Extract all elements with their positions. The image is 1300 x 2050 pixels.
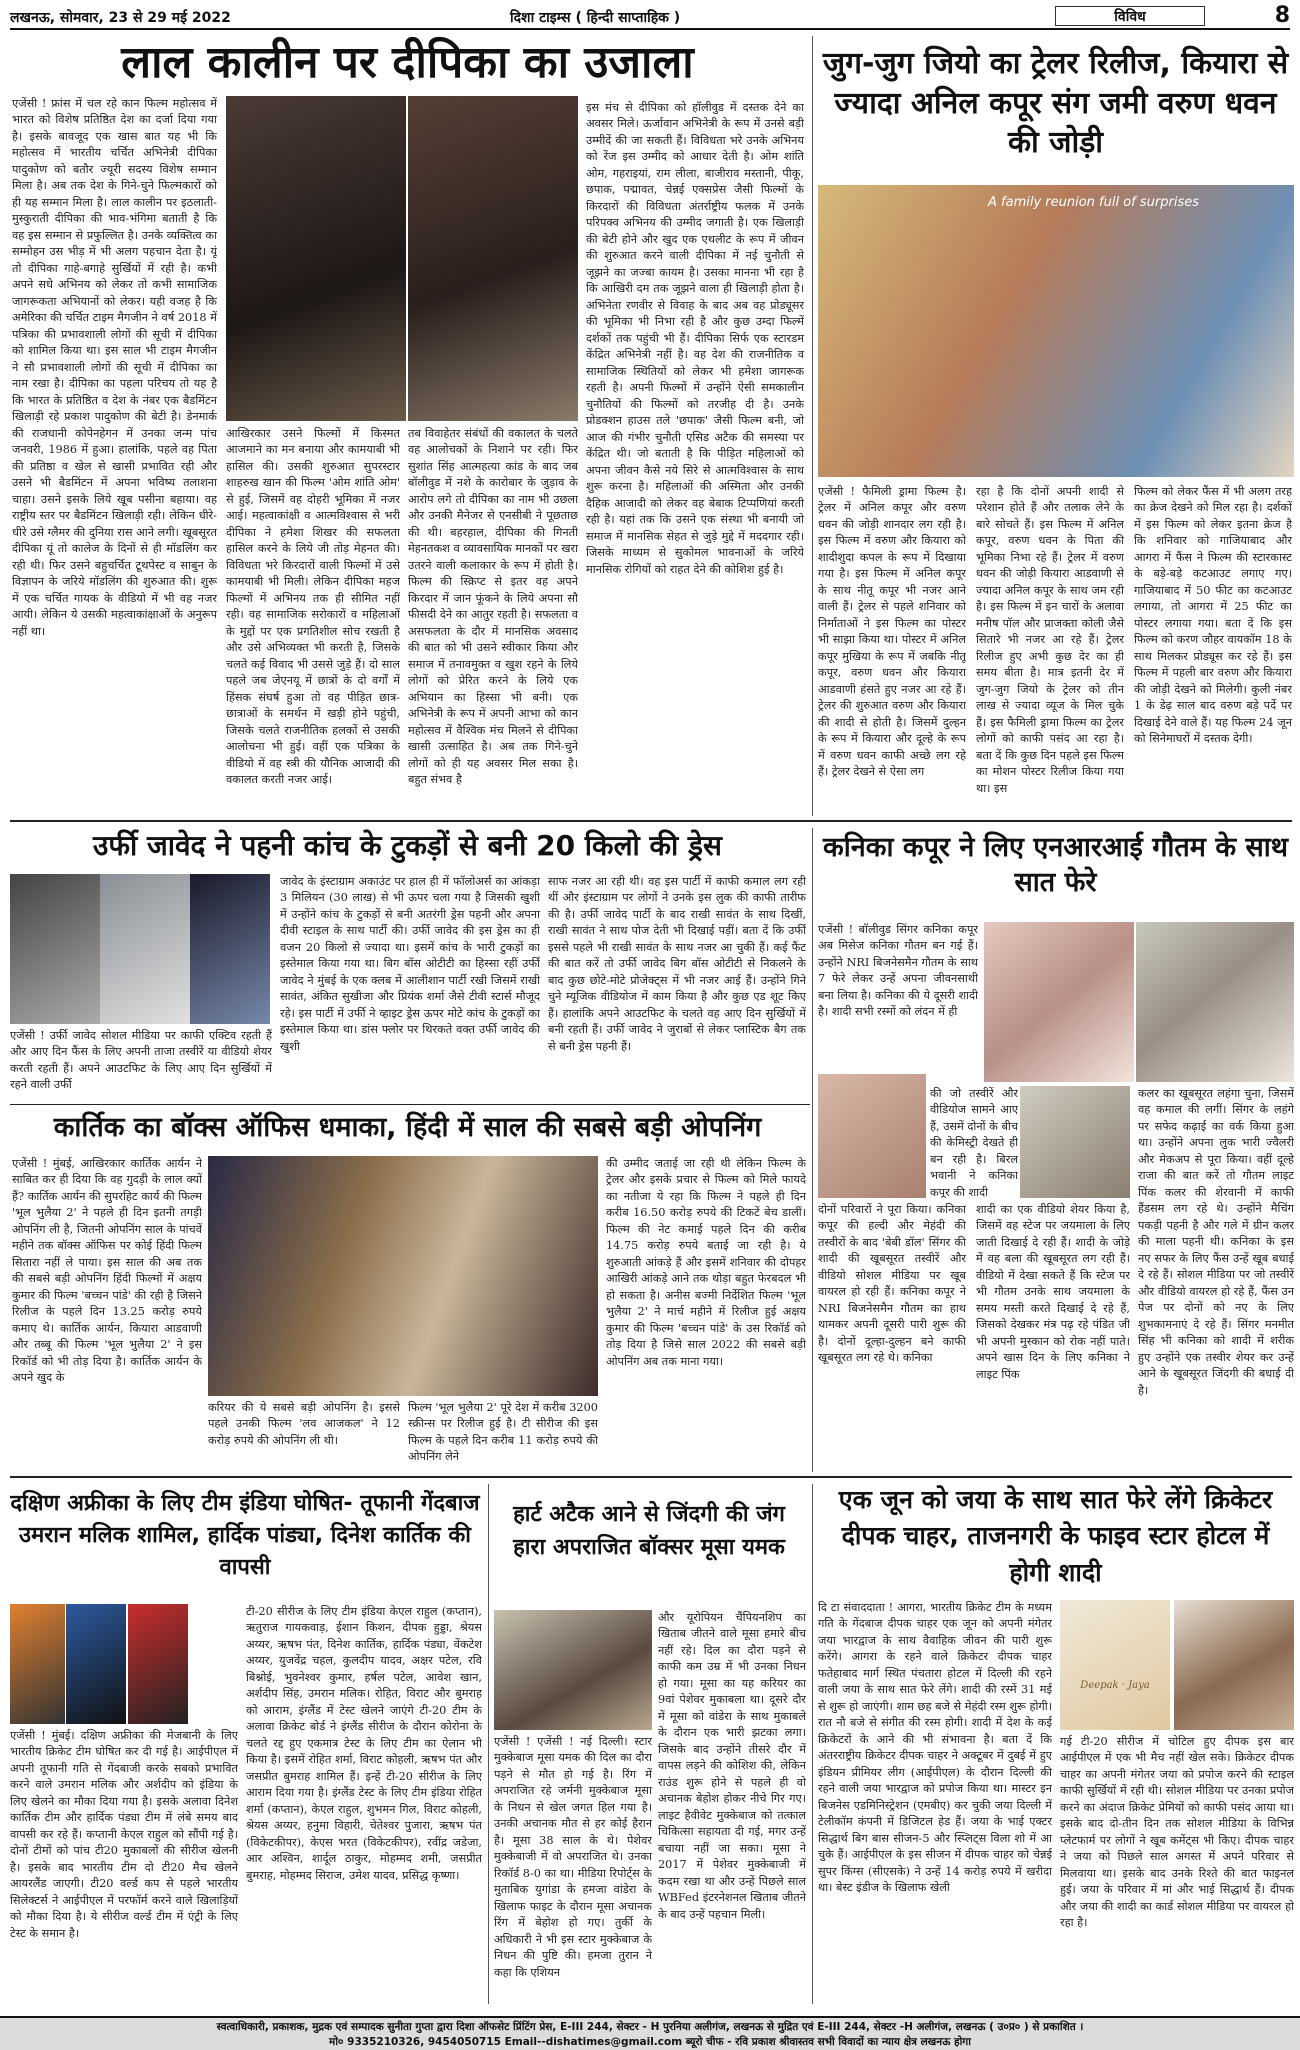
deepika-text-col1: एजेंसी ! फ्रांस में चल रहे कान फिल्म महोत्सव में भारत को विशेष प्रतिष्ठित देश का दर्जा दिया गया है। इसके बावजूद एक खास बात यह भी कि महोत्सव में भारतीय चर्चित अभिनेत्री दीपिका पादुकोण को बतौर ज्यूरी सदस्य विशेष सम्मान मिला है। अब तक देश के गिने-चुने फिल्मकारों को ही यह सम्मान मिला है। लाल कालीन पर इठलाती-मुस्कुराती दीपिका की भाव-भंगिमा बताती है कि वह इस सम्मान से प्रफुल्लित है। उनके व्यक्तित्व का सम्मोहन उस भीड़ में भी अलग पहचान देता है। यूं तो दीपिका गाहे-बगाहे सुर्खियों में रही है। कभी अपने सधे अभिनय को लेकर तो कभी सामाजिक जागरूकता अभियानों को लेकर। यही वजह है कि अमेरिका की चर्चित टाइम मैगजीन ने वर्ष 2018 में पत्रिका की प्रभावशाली लोगों की सूची में दीपिका को शामिल किया था। इस साल भी टाइम मैगजीन ने सौ प्रभावशाली लोगों की सूची में दीपिका का नाम रखा है। दीपिका का पहला परिचय तो यह है कि भारत के प्रतिष्ठित व देश के नंबर एक बैडमिंटन खिलाड़ी रहे प्रकाश पादुकोण की बेटी है। डेनमार्क की राजधानी कोपेनहेगन में उनका जन्म पांच जनवरी, 1986 में हुआ। हालांकि, पहले वह पिता की प्रतिष्ठा व खेल से खासी प्रभावित रही और उसने भी बैडमिंटन में अपना भविष्य तलाशना चाहा। उसने इसके लिये खूब पसीना बहाया। वह राष्ट्रीय स्तर पर बैडमिंटन खिलाड़ी रही। लेकिन धीरे-धीरे उसे ग्लैमर की दुनिया रास आने लगी। खूबसूरत दीपिका यूं तो कालेज के दिनों से ही मॉडलिंग कर रही थी। फिर उसने बहुचर्चित टूथपेस्ट व साबुन के विज्ञापन के जरिये मॉडलिंग की शुरुआत की। शुरू में एक चर्चित गायक के वीडियो में भी वह नजर आयी। लेकिन ये उसकी महत्वाकांक्षाओं के अनुरूप नहीं था। xyxy=(12,97,217,638)
header-paper-name: दिशा टाइम्स ( हिन्दी साप्ताहिक ) xyxy=(510,10,681,26)
column-rule xyxy=(812,1484,813,2004)
page-footer xyxy=(0,2016,1300,2050)
urfi-photo-2 xyxy=(100,874,190,1024)
page-number: 8 xyxy=(1274,3,1290,28)
kartik-headline: कार्तिक का बॉक्स ऑफिस धमाका, हिंदी में साल की सबसे बड़ी ओपनिंग xyxy=(53,1112,762,1143)
kanika-photo-4 xyxy=(1020,1086,1130,1198)
deepak-text-col1: दि टा संवाददाता ! आगरा, भारतीय क्रिकेट टीम के मध्यम गति के गेंदबाज दीपक चाहर एक जून को अपनी मंगेतर जया भारद्वाज के साथ वैवाहिक जीवन की पारी शुरू करेंगे। आगरा के रहने वाले क्रिकेटर दीपक चाहर फतेहाबाद मार्ग स्थित पंचतारा होटल में दिल्ली की रहने वाली जया के साथ सात फेरे लेंगे। शादी की रस्में 31 मई से शुरू हो जाएंगी। शाम छह बजे से मेहंदी रस्म शुरू होगी। रात नौ बजे से संगीत की रस्म होगी। शादी में देश के कई क्रिकेटरों के आने की भी संभावना है। बता दें कि अंतरराष्ट्रीय क्रिकेटर दीपक चाहर ने अक्टूबर में दुबई में हुए इंडियन प्रीमियर लीग (आईपीएल) के दौरान दिल्ली की रहने वाली जया भारद्वाज को प्रपोज किया था। मास्टर इन बिजनेस एडमिनिस्ट्रेशन (एमबीए) कर चुकी जया दिल्ली में टेलीकॉम कंपनी में डिजिटल हेड हैं। जया के भाई एक्टर सिद्धार्थ बिग बास सीजन-5 और स्प्लिट्स विला शो में आ चुके हैं। आईपीएल के इस सीजन में दीपक चाहर को चेन्नई सुपर किंग्स (सीएसके) ने उन्हें 14 करोड़ रुपये में खरीदा था। बेस्ट इंडीज के खिलाफ खेली xyxy=(818,1601,1052,1895)
boxer-photo xyxy=(494,1610,652,1730)
urfi-text-col3: साफ नजर आ रही थी। वह इस पार्टी में काफी कमाल लग रही थीं और इंस्टाग्राम पर लोगों ने उनके इस लुक की काफी तारीफ की है। उर्फी जावेद पार्टी के बाद राखी सावंत के साथ दिखीं, राखी सावंत ने साथ पोज देती भी दिखाई पड़ीं। बता दें कि उर्फी इससे पहले भी राखी सावंत के साथ नजर आ चुकी हैं। कई फैंट की बात करें तो उर्फी जावेद बिग बॉस ओटीटी से निकलने के बाद कुछ छोटे-मोटे प्रोजेक्ट्स में भी नजर आई हैं। उन्होंने गिने चुने म्यूजिक वीडियोज में काम किया है और कुछ एड शूट किए हैं। हालांकि अपने आउटफिट के चलते वह आए दिन सुर्खियों में बनी रहती हैं। उर्फी जावेद ने जुराबों से लेकर प्लास्टिक बैग तक से बनी ड्रेस पहनी हैं। xyxy=(548,875,806,1053)
team-photo-2 xyxy=(66,1604,126,1724)
column-rule xyxy=(488,1484,489,2004)
jugjugg-text-col1: एजेंसी ! फैमिली ड्रामा फिल्म है। ट्रेलर में अनिल कपूर और वरुण धवन की जोड़ी शानदार लग रही है। इस फिल्म में वरुण और कियारा को शादीशुदा कपल के रूप में दिखाया गया है। इस फिल्म में अनिल कपूर के साथ नीतू कपूर भी नजर आने वाली हैं। ट्रेलर से पहले शनिवार को निर्माताओं ने इस फिल्म का पोस्टर भी साझा किया था। पोस्टर में अनिल कपूर मुखिया के रूप में जबकि नीतू कपूर, वरुण धवन और कियारा आडवाणी हंसते हुए नजर आ रहे हैं। ट्रेलर की शुरुआत वरुण और कियारा की शादी से होती है। जिसमें दुल्हन के रूप में कियारा और दूल्हे के रूप में वरुण धवन काफी अच्छे लग रहे हैं। ट्रेलर देखने से ऐसा लग xyxy=(818,485,966,779)
kanika-photo-3 xyxy=(818,1074,926,1198)
team-headline: दक्षिण अफ्रीका के लिए टीम इंडिया घोषित- तूफानी गेंदबाज उमरान मलिक शामिल, हार्दिक पांड्या, दिनेश कार्तिक की वापसी xyxy=(10,1491,480,1580)
jugjugg-text-col3: फिल्म को लेकर फैंस में भी अलग तरह का क्रेज देखने को मिल रहा है। दर्शकों में इस फिल्म को लेकर इतना क्रेज है कि शनिवार को गाजियाबाद और आगरा में फैंस ने फिल्म की स्टारकास्ट के बड़े-बड़े कटआउट लगाए गए। गाजियाबाद में 50 फीट का कटआउट लगाया, तो आगरा में 25 फीट का पोस्टर लगाया गया। बता दें कि इस फिल्म को करण जौहर वायकॉम 18 के साथ मिलकर प्रोड्यूस कर रहे हैं। इस फिल्म में पहली बार वरुण और कियारा की जोड़ी देखने को मिलेगी। कुली नंबर 1 के डेढ़ साल बाद वरुण बड़े पर्दे पर दिखाई देने वाले हैं। यह फिल्म 24 जून को सिनेमाघरों में दस्तक देगी। xyxy=(1134,485,1292,746)
deepika-text-col2: आखिरकार उसने फिल्मों में किस्मत आजमाने का मन बनाया और कामयाबी भी हासिल की। उसकी शुरुआत सुपरस्टार शाहरुख खान की फिल्म 'ओम शांति ओम' से हुई, जिसमें वह दोहरी भूमिका में नजर आई। महत्वाकांक्षी व आत्मविश्वास से भरी दीपिका ने हमेशा शिखर की सफलता हासिल करने के लिये जी तोड़ मेहनत की। विविधता भरे किरदारों वाली फिल्मों में उसे कामयाबी भी मिली। लेकिन दीपिका महज फिल्मों में अभिनय तक ही सीमित नहीं रही। वह सामाजिक सरोकारों व महिलाओं के मुद्दों पर एक प्रगतिशील सोच रखती है और उसे अभिव्यक्त भी करती है, जिसके चलते कई विवाद भी उससे जुड़े हैं। दो साल पहले जब जेएनयू में छात्रों के दो वर्गों में हिंसक संघर्ष हुआ तो वह पीड़ित छात्र-छात्राओं के समर्थन में खड़ी होने पहुंची, जिसके चलते राजनीतिक हलकों से उसकी आलोचना भी हुई। वहीं एक पत्रिका के वीडियो में वह स्त्री की यौनिक आजादी की वकालत करती नजर आई। xyxy=(226,427,400,787)
kanika-text-col3: दोनों परिवारों ने पूरा किया। कनिका कपूर की हल्दी और मेहंदी की तस्वीरों के बाद 'बेबी डॉल' सिंगर की शादी की खूबसूरत तस्वीरें और वीडियो सोशल मीडिया पर खूब वायरल हो रही हैं। कनिका कपूर ने NRI बिजनेसमैन गौतम का हाथ थामकर अपनी दूसरी पारी शुरू की है। दोनों दूल्हा-दुल्हन बने काफी खूबसूरत लग रहे थे। कनिका xyxy=(818,1203,966,1365)
jugjugg-text-col2: रहा है कि दोनों अपनी शादी से परेशान होते हैं और तलाक लेने के बारे सोचते हैं। इस फिल्म में अनिल कपूर, वरुण धवन के पिता की भूमिका निभा रहे हैं। ट्रेलर में वरुण धवन की जोड़ी कियारा आडवाणी से ज्यादा अनिल कपूर के साथ जम रही है। इस फिल्म में इन चारों के अलावा मनीष पॉल और प्राजक्ता कोली जैसे सितारे भी नजर आ रहे हैं। ट्रेलर रिलीज हुए अभी कुछ देर का ही समय बीता है। मात्र इतनी देर में जुग-जुग जियो के ट्रेलर को तीन लाख से ज्यादा व्यूज के मिल चुके हैं। इस फैमिली ड्रामा फिल्म का ट्रेलर लोगों को काफी पसंद आ रहा है। बता दें कि कुछ दिन पहले इस फिल्म का मोशन पोस्टर रिलीज किया गया था। इस xyxy=(976,485,1124,795)
deepika-text-col3: तब विवाहेतर संबंधों की वकालत के चलते वह आलोचकों के निशाने पर रही। फिर सुशांत सिंह आत्महत्या कांड के बाद जब बॉलीवुड में नशे के कारोबार के जुड़ाव के आरोप लगे तो दीपिका का नाम भी उछला और उनकी मैनेजर से एनसीबी ने पूछताछ की थी। बहरहाल, दीपिका की गिनती मेहनतकश व व्यावसायिक मानकों पर खरा उतरने वाली कलाकार के रूप में होती है। फिल्म की स्क्रिप्ट से इतर वह अपने किरदार में जान फूंकने के लिये अपना सौ फीसदी देने का आतुर रहती है। सफलता व असफलता के दौर में मानसिक अवसाद की बात को भी उसने स्वीकार किया और समाज में तनावमुक्त व खुश रहने के लिये लोगों को प्रेरित करने के लिये एक अभियान का हिस्सा भी बनी। एक अभिनेत्री के रूप में अपनी आभा को कान महोत्सव में वैश्विक मंच मिलने से दीपिका खासी उत्साहित है। अब तक गिने-चुने लोगों को ही यह अवसर मिल सका है। बहुत संभव है xyxy=(408,427,578,787)
boxer-text-col1: एजेंसी ! एजेंसी ! नई दिल्ली। स्टार मुक्केबाज मूसा यमक की दिल का दौरा पड़ने से मौत हो गई है। रिंग में अपराजित रहे जर्मनी मुक्केबाज मूसा के निधन से खेल जगत हिल गया है। उनकी अचानक मौत से हर कोई हैरान है। मूसा 38 साल के थे। पेशेवर मुक्केबाजी में वो अपराजित थे। उनका रिकॉर्ड 8-0 का था। मीडिया रिपोर्ट्स के मुताबिक युगांडा के हमजा वांडेरा के खिलाफ फाइट के दौरान मूसा अचानक रिंग में बेहोश हो गए। तुर्की के अधिकारी ने भी इस स्टार मुक्केबाज के निधन की पुष्टि की। हमजा तुरान ने कहा कि एशियन xyxy=(494,1735,652,1979)
team-photo-3 xyxy=(128,1604,188,1724)
deepika-text-col4: इस मंच से दीपिका को हॉलीवुड में दस्तक देने का अवसर मिले। ऊर्जावान अभिनेत्री के रूप में उनसे बड़ी उम्मीदें की जा सकती हैं। विविधता भरे उनके अभिनय को रेंज इस उम्मीद को आधार देती है। ओम शांति ओम, गहराइयां, राम लीला, बाजीराव मस्तानी, पीकू, छपाक, पद्मावत, चेन्नई एक्सप्रेस जैसी फिल्मों के किरदारों की विविधता अंतर्राष्ट्रीय फलक में उनके परिपक्व अभिनय की उम्मीद जगाती है। एक खिलाड़ी की बेटी होने और खुद एक एथलीट के रूप में जीवन की शुरुआत करने वाली दीपिका में नई चुनौती से जूझने का जज्बा कायम है। उसका मानना भी रहा है कि आखिरी दम तक जूझने वाला ही खिलाड़ी होता है। अभिनेता रणवीर से विवाह के बाद अब वह प्रोड्यूसर की भूमिका भी निभा रही है और कुछ उम्दा फिल्में दर्शकों तक पहुंची भी हैं। दीपिका सिर्फ एक स्टारडम केंद्रित अभिनेत्री नहीं है। वह देश की राजनीतिक व सामाजिक स्थितियों को लेकर भी हमेशा जागरूक रहती है। अपनी फिल्मों में उन्होंने ऐसी समकालीन चुनौतियों की फिल्मों को तरजीह दी है। उनके प्रोडक्शन हाउस तले 'छपाक' जैसी फिल्म बनी, जो आज की गंभीर चुनौती एसिड अटैक की समस्या पर केंद्रित थी। जो बताती है कि पीड़ित महिलाओं को अपना जीवन कैसे नये सिरे से आत्मविश्वास के साथ शुरू करना है। महिलाओं की अस्मिता और उनकी दैहिक आजादी को लेकर वह बेबाक टिप्पणियां करती रही है। यहां तक कि उसने एक संस्था भी बनायी जो समाज में मानसिक सेहत से जुड़े मुद्दे में मददगार रही। जिसके माध्यम से सुकोमल भावनाओं के जरिये मानसिक रोगियों को राहत देने की कोशिश हुई है। xyxy=(586,101,804,576)
kartik-text-col1: एजेंसी ! मुंबई, आखिरकार कार्तिक आर्यन ने साबित कर ही दिया कि वह गुदड़ी के लाल क्यों हैं? कार्तिक आर्यन की सुपरहिट कार्य की फिल्म 'भूल भुलैया 2' ने पहले ही दिन इतनी तगड़ी ओपनिंग ली है, जितनी ओपनिंग साल के पांचवें महीने तक बॉक्स ऑफिस पर कोई हिंदी फिल्म सितारा नहीं ले पाया। इस साल की अब तक की सबसे बड़ी ओपनिंग हिंदी फिल्मों में अक्षय कुमार की फिल्म 'बच्चन पांडे' की रही है जिसने रिलीज के पहले दिन 13.25 करोड़ रुपये कमाए थे। कार्तिक आर्यन, कियारा आडवाणी और तब्बू की फिल्म 'भूल भुलैया 2' ने इस रिकॉर्ड को भी तोड़ दिया है। कार्तिक आर्यन के अपने खुद के xyxy=(12,1157,202,1385)
deepak-headline: एक जून को जया के साथ सात फेरे लेंगे क्रिकेटर दीपक चाहर, ताजनगरी के फाइव स्टार होटल में होगी शादी xyxy=(838,1485,1273,1587)
jugjugg-photo xyxy=(818,185,1294,477)
kanika-photo-2 xyxy=(1136,922,1294,1082)
kanika-text-col5: कलर का खूबसूरत लहंगा चुना, जिसमें वह कमाल की लगीं। सिंगर के लहंगे पर सफेद कढ़ाई का वर्क किया हुआ था। उन्होंने अपना लुक भारी ज्वैलरी और मेकअप से पूरा किया। वहीं दूल्हे राजा की बात करें तो गौतम लाइट पिंक कलर की शेरवानी में काफी हैंडसम लग रहे थे। उन्होंने मैचिंग पकड़ी पहनी है और गले में ग्रीन कलर की माला पहनी थी। कनिका के इस नए सफर के लिए फैंस उन्हें खूब बधाई दे रहे हैं। सोशल मीडिया पर जो तस्वीरें और वीडियो वायरल हो रहे हैं, फैंस उन पेज पर दोनों को नए के लिए शुभकामनाएं दे रहे हैं। सिंगर मनमीत सिंह भी कनिका को शादी में शरीक हुए उन्होंने एक तस्वीर शेयर कर उन्हें आने के खूबसूरत जिंदगी की बधाई दी है। xyxy=(1138,1087,1294,1397)
kartik-text-col4: की उम्मीद जताई जा रही थी लेकिन फिल्म के ट्रेलर और इसके प्रचार से फिल्म को मिले फायदे का नतीजा ये रहा कि फिल्म ने पहले ही दिन करीब 16.50 करोड़ रुपये की टिकटें बेच डालीं। फिल्म की नेट कमाई पहले दिन की करीब 14.75 करोड़ रुपये बताई जा रही है। ये शुरुआती आंकड़े हैं और इसमें शनिवार की दोपहर आखिरी आंकड़े आने तक थोड़ा बहुत फेरबदल भी हो सकता है। अनीस बज्मी निर्देशित फिल्म 'भूल भुलैया 2' ने मार्च महीने में रिलीज हुई अक्षय कुमार की फिल्म 'बच्चन पांडे' के उस रिकॉर्ड को तोड़ दिया है जिसे साल 2022 की सबसे बड़ी ओपनिंग अब तक माना गया। xyxy=(606,1157,806,1368)
kanika-photo-1 xyxy=(984,922,1134,1082)
section-divider xyxy=(10,1104,810,1105)
deepika-headline: लाल कालीन पर दीपिका का उजाला xyxy=(121,37,694,88)
deepika-photo-2 xyxy=(408,96,578,421)
header-section: विविध xyxy=(1055,6,1205,26)
urfi-text-col1: एजेंसी ! उर्फी जावेद सोशल मीडिया पर काफी एक्टिव रहती हैं और आए दिन फैंस के लिए अपनी ताजा तस्वीरें या वीडियो शेयर करती रहती हैं। अपने आउटफिट के लिए आए दिन सुर्खियों में रहने वाली उर्फी xyxy=(10,1029,272,1092)
boxer-headline: हार्ट अटैक आने से जिंदगी की जंग हारा अपराजित बॉक्सर मूसा यमक xyxy=(513,1502,785,1560)
urfi-photo-3 xyxy=(190,874,270,1024)
kartik-poster-photo xyxy=(208,1156,598,1396)
boxer-text-col2: और यूरोपियन चैंपियनशिप का खिताब जीतने वाले मूसा हमारे बीच नहीं रहे। दिल का दौरा पड़ने से काफी कम उम्र में भी उनका निधन हो गया। मूसा का यह करियर का 9वां पेशेवर मुकाबला था। दूसरे दौर में मूसा को वांडेरा के साथ मुकाबले के दौरान एक भारी झटका लगा। जिसके बाद उन्होंने तीसरे दौर में वापस लड़ने की कोशिश की, लेकिन राउंड शुरू होने से पहले ही वो अचानक बेहोश होकर नीचे गिर गए। लाइट हैवीवेट मुक्केबाज को तत्काल चिकित्सा सहायता दी गई, मगर उन्हें बचाया नहीं जा सका। मूसा ने 2017 में पेशेवर मुक्केबाजी में कदम रखा था और उन्हें पिछले साल WBFed इंटरनेशनल खिताब जीतने के बाद उन्हें पहचान मिली। xyxy=(658,1611,806,1921)
jugjugg-headline: जुग-जुग जियो का ट्रेलर रिलीज, कियारा से ज्यादा अनिल कपूर संग जमी वरुण धवन की जोड़ी xyxy=(822,46,1289,161)
kartik-text-col3: फिल्म 'भूल भुलैया 2' पूरे देश में करीब 3200 स्क्रीन्स पर रिलीज हुई है। टी सीरीज की इस फिल्म के पहले दिन करीब 11 करोड़ रुपये की ओपनिंग लेने xyxy=(408,1401,598,1464)
team-text-col1: एजेंसी ! मुंबई। दक्षिण अफ्रीका की मेजबानी के लिए भारतीय क्रिकेट टीम घोषित कर दी गई है। आईपीएल में अपनी तूफानी गति से गेंदबाजी करके सबको प्रभावित करने वाले उमरान मलिक और अर्शदीप को इंडिया के लिए खेलने का मौका दिया गया है। इसके अलावा दिनेश कार्तिक टीम और हार्दिक पंड्या टीम में लंबे समय बाद वापसी कर रहे हैं। कप्तानी केएल राहुल को सौंपी गई है। दोनों टीमों को पांच टी20 मुकाबलों की सीरीज खेलनी है। इसके बाद भारतीय टीम दो टी20 मैच खेलने आयरलैंड जाएगी। टी20 वर्ल्ड कप से पहले भारतीय सिलेक्टर्स ने आईपीएल में परफॉर्म करने वाले खिलाड़ियों को मौका दिया है। ये सीरीज वर्ल्ड टीम में एंट्री के लिए टेस्ट के समान है। xyxy=(10,1729,238,1940)
urfi-photo-1 xyxy=(10,874,100,1024)
wedding-card-text: Deepak · Jaya xyxy=(1080,1680,1150,1691)
section-divider xyxy=(10,1476,1292,1478)
deepika-photo-1 xyxy=(226,96,406,421)
deepak-text-col2: गई टी-20 सीरीज में चोटिल हुए दीपक इस बार आईपीएल में एक भी मैच नहीं खेल सके। क्रिकेटर दीपक चाहर का अपनी मंगेतर जया को प्रपोज करने की स्टाइल काफी सुर्खियों में रही थी। सोशल मीडिया पर उनका प्रपोज करने का अंदाज क्रिकेट प्रेमियों को काफी पसंद आया था। इसके बाद दो-तीन दिन तक सोशल मीडिया के विभिन्न प्लेटफार्म पर लोगों ने खूब कमेंट्स भी किए। दीपक चाहर ने जया को पिछले साल अगस्त में अपने परिवार से मिलवाया था। इसके बाद उनके रिश्ते की बात फाइनल हुई। जया के परिवार में मां और भाई सिद्धार्थ हैं। दीपक और जया की शादी का कार्ड सोशल मीडिया पर वायरल हो रहा है। xyxy=(1060,1735,1294,1930)
urfi-headline: उर्फी जावेद ने पहनी कांच के टुकड़ों से बनी 20 किलो की ड्रेस xyxy=(93,829,722,862)
kanika-text-col1: एजेंसी ! बॉलीवुड सिंगर कनिका कपूर अब मिसेज कनिका गौतम बन गई हैं। उन्होंने NRI बिजनेसमैन गौतम के साथ 7 फेरे लेकर उन्हें अपना जीवनसाथी बना लिया है। कनिका की ये दूसरी शादी है। शादी सभी रस्मों को लंदन में ही xyxy=(818,923,978,1019)
deepak-couple-photo xyxy=(1174,1600,1294,1730)
kartik-text-col2: करियर की ये सबसे बड़ी ओपनिंग है। इससे पहले उनकी फिल्म 'लव आजकल' ने 12 करोड़ रुपये की ओपनिंग ली थी। xyxy=(208,1401,400,1447)
footer-imprint: स्वत्वाधिकारी, प्रकाशक, मुद्रक एवं सम्पादक सुनीता गुप्ता द्वारा दिशा ऑफसेट प्रिंटिंग प्रेस, E-III 244, सेक्टर - H पुरनिया अलीगंज, लखनऊ से मुद्रित एवं E-III 244, सेक्टर -H अलीगंज, लखनऊ ( उ०प्र० ) से प्रकाशित । xyxy=(216,2021,1084,2033)
header-date: लखनऊ, सोमवार, 23 से 29 मई 2022 xyxy=(10,10,231,26)
page-header xyxy=(10,3,1290,30)
section-divider xyxy=(10,820,1292,822)
footer-contact: मो० 9335210326, 9454050715 Email--dishatimes@gmail.com ब्यूरो चीफ - रवि प्रकाश श्रीवास्तव सभी विवादों का न्याय क्षेत्र लखनऊ होगा xyxy=(329,2036,971,2048)
urfi-text-col2: जावेद के इंस्टाग्राम अकाउंट पर हाल ही में फॉलोअर्स का आंकड़ा 3 मिलियन (30 लाख) से भी ऊपर चला गया है जिसकी खुशी में उन्होंने कांच के टुकड़ों से बनी अतरंगी ड्रेस पहनी और अपना दीवी स्टाइल के साथ पार्टी की। उर्फी जावेद की इस ड्रेस का ही वजन 20 किलो से ज्यादा था। इसमें कांच के भारी टुकड़ों का इस्तेमाल किया गया था। बिग बॉस ओटीटी का हिस्सा रहीं उर्फी जावेद ने मुंबई के एक क्लब में आलीशान पार्टी रखी जिसमें राखी सावंत, अंकित सुखीजा और प्रियंक शर्मा जैसे टीवी स्टार्स मौजूद रहे। इस पार्टी में उर्फी ने व्हाइट ड्रेस ऊपर मोटे कांच के टुकड़ों का इस्तेमाल किया था। डांस फ्लोर पर थिरकते वक्त उर्फी जावेद की खुशी xyxy=(280,875,540,1053)
deepak-wedding-card xyxy=(1060,1600,1170,1730)
jugjugg-photo-caption: A family reunion full of surprises xyxy=(988,195,1199,210)
column-rule xyxy=(812,828,813,1472)
kanika-text-col2: की जो तस्वीरें और वीडियोज सामने आए हैं, उसमें दोनों के बीच की केमिस्ट्री देखते ही बन रही है। बिरल भवानी ने कनिका कपूर की शादी xyxy=(930,1087,1018,1198)
team-text-col2: टी-20 सीरीज के लिए टीम इंडिया केएल राहुल (कप्तान), ऋतुराज गायकवाड़, ईशान किशन, दीपक हुड्डा, श्रेयस अय्यर, ऋषभ पंत, दिनेश कार्तिक, हार्दिक पंड्या, वेंकटेश अय्यर, युजवेंद्र चहल, कुलदीप यादव, अक्षर पटेल, रवि बिश्नोई, भुवनेश्वर कुमार, हर्षल पटेल, आवेश खान, अर्शदीप सिंह, उमरान मलिक। रोहित, विराट और बुमराह को आराम, इंग्लैंड में टेस्ट खेलने जाएंगे टी-20 टीम के अलावा क्रिकेट बोर्ड ने इंग्लैंड सीरीज के दौरान कोरोना के चलते रद्द हुए एकमात्र टेस्ट के लिए टीम का ऐलान भी किया है। इसमें रोहित शर्मा, विराट कोहली, ऋषभ पंत और जसप्रीत बुमराह शामिल हैं। इन्हें टी-20 सीरीज के लिए आराम दिया गया है। इंग्लैंड टेस्ट के लिए टीम इंडिया रोहित शर्मा (कप्तान), केएल राहुल, शुभमन गिल, विराट कोहली, श्रेयस अय्यर, हनुमा विहारी, चेतेश्वर पुजारा, ऋषभ पंत (विकेटकीपर), केएस भरत (विकेटकीपर), रवींद्र जडेजा, आर अश्विन, शार्दूल ठाकुर, मोहम्मद शमी, जसप्रीत बुमराह, मोहम्मद सिराज, उमेश यादव, प्रसिद्ध कृष्णा। xyxy=(246,1605,482,1882)
kanika-text-col4: शादी का एक वीडियो शेयर किया है, जिसमें वह स्टेज पर जयमाला के लिए जाती दिखाई दे रही हैं। शादी के जोड़े में वह बला की खूबसूरत लग रही हैं। वीडियो में देखा सकते हैं कि स्टेज पर भी गौतम उनके साथ जयमाला के समय मस्ती करते दिखाई दे रहे हैं, जिसको देखकर मंत्र पढ़ रहे पंडित जी भी अपनी मुस्कान को रोक नहीं पाते। अपने खास दिन के लिए कनिका ने लाइट पिंक xyxy=(976,1203,1130,1381)
column-rule xyxy=(812,36,813,816)
kanika-headline: कनिका कपूर ने लिए एनआरआई गौतम के साथ सात फेरे xyxy=(823,832,1288,899)
team-photo-1 xyxy=(10,1604,65,1724)
